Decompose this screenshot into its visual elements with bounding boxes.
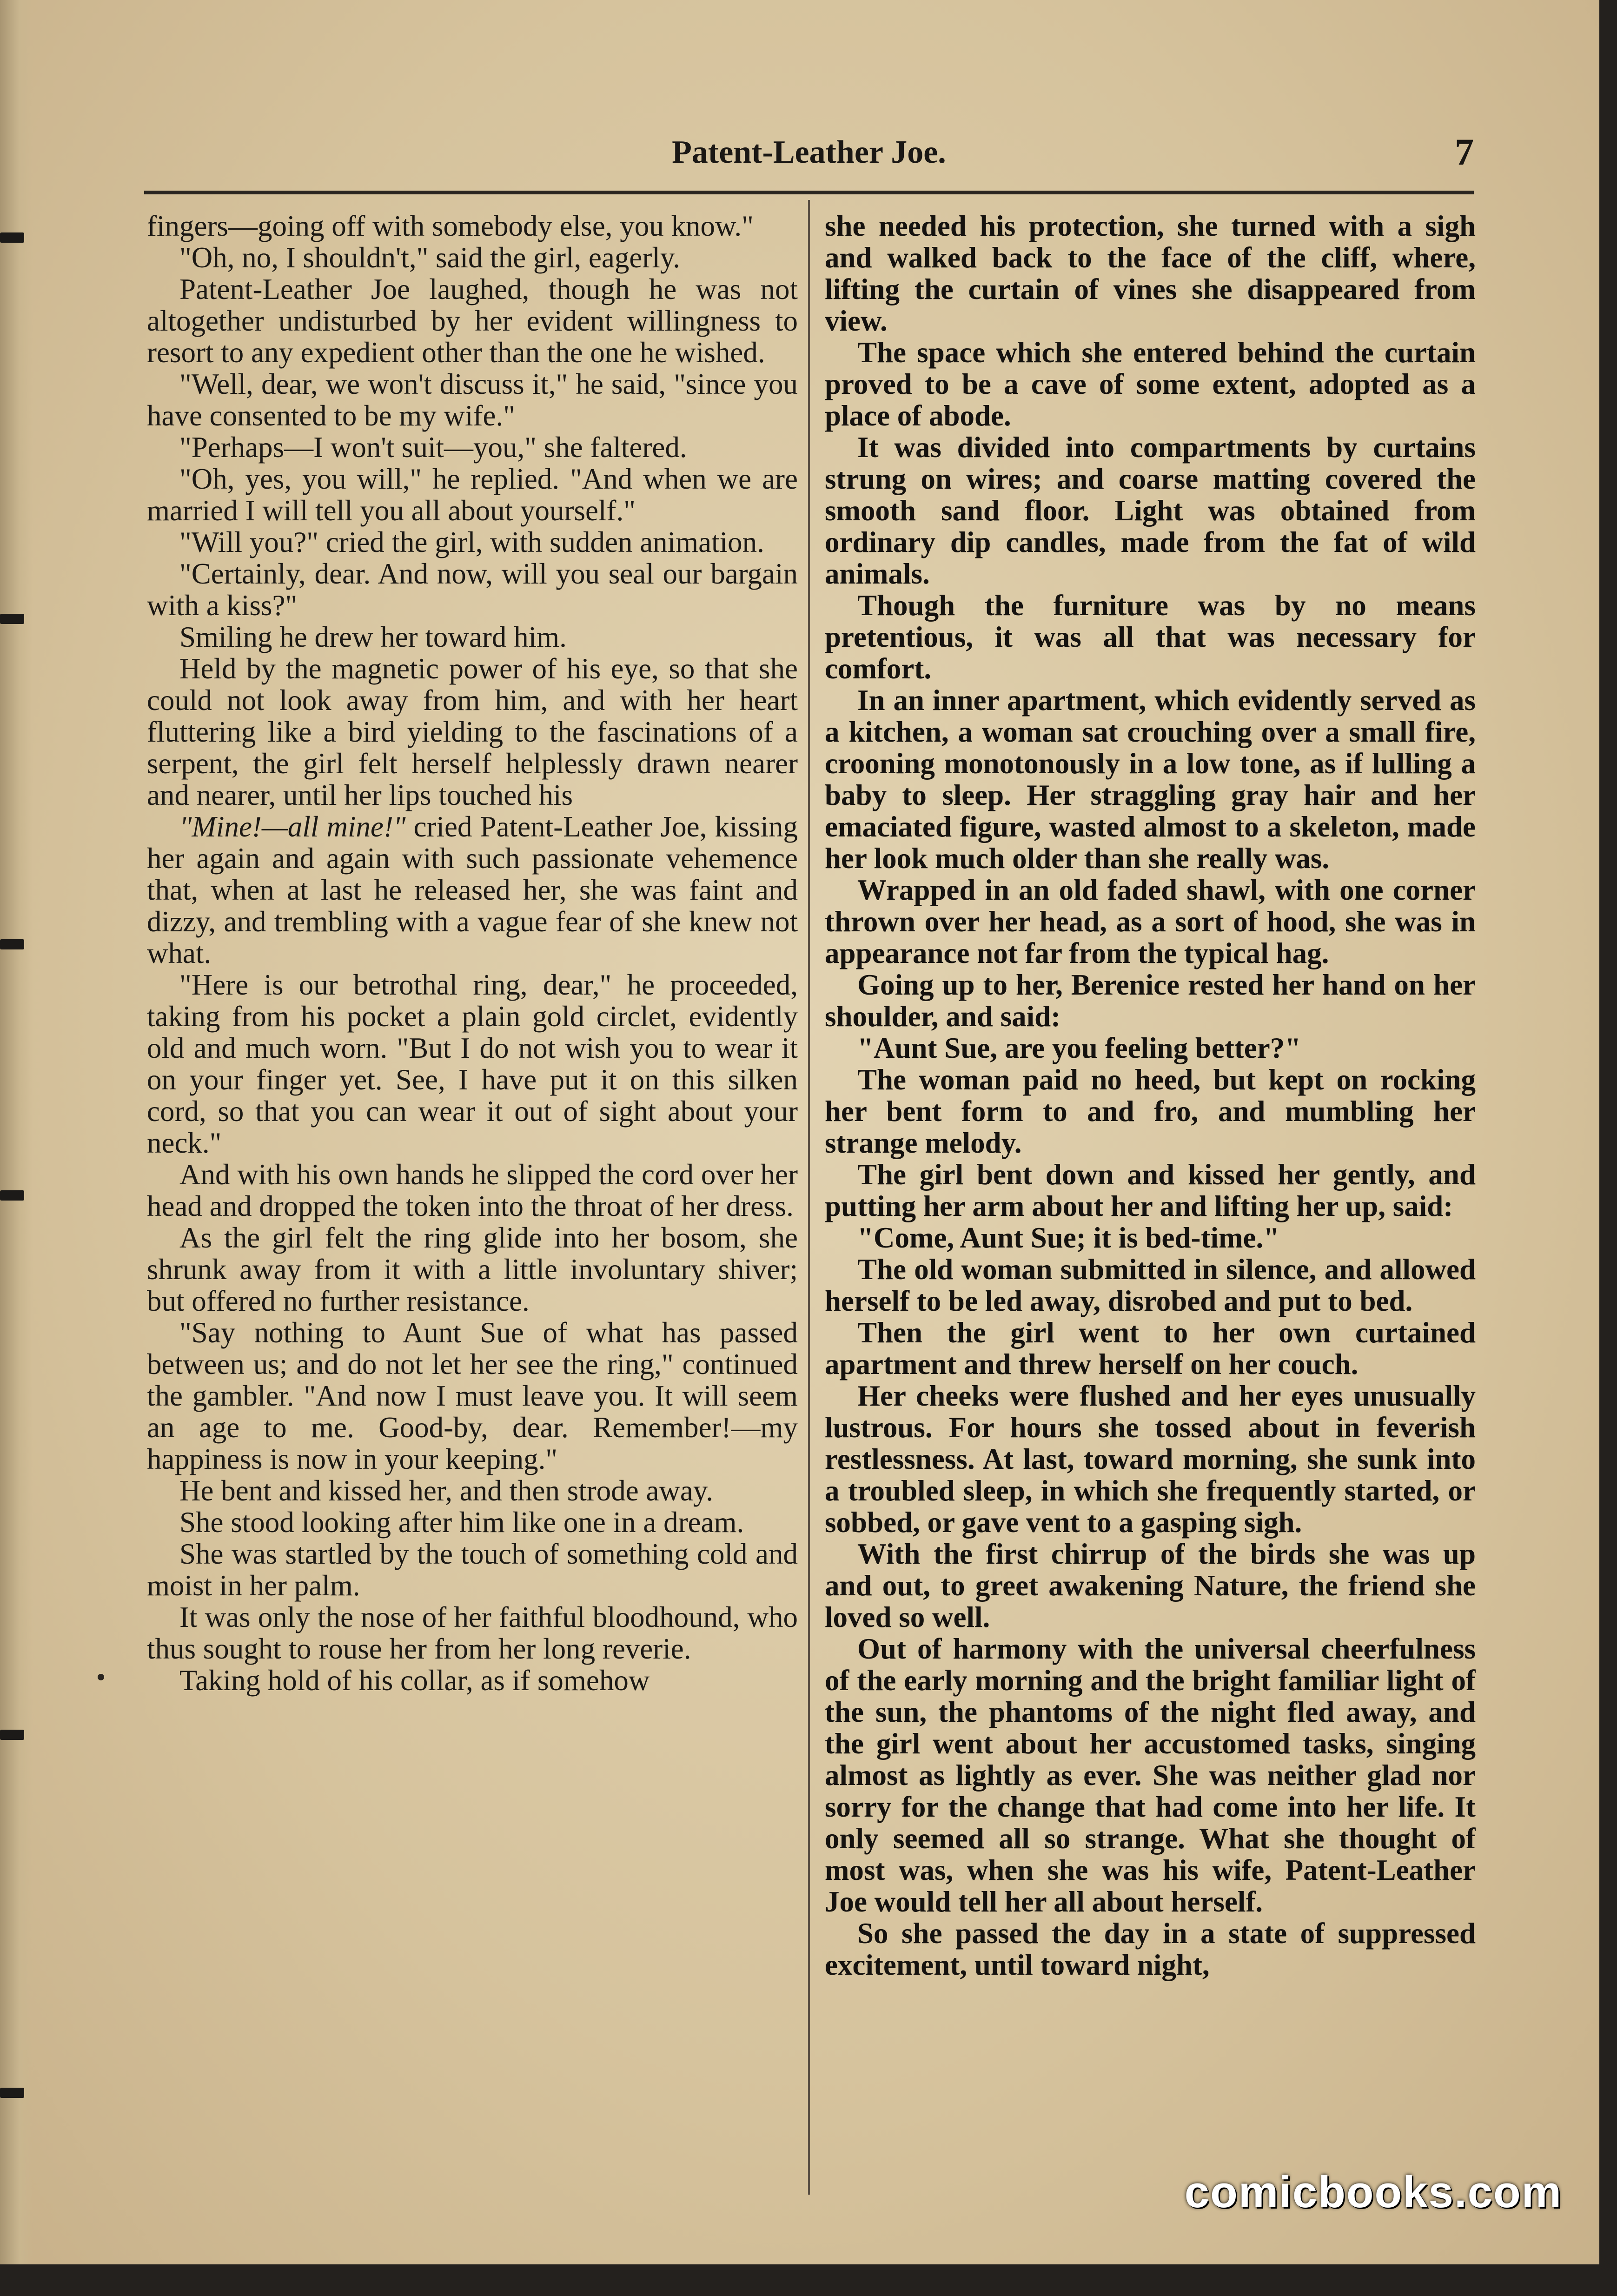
paragraph [147,1665,798,1696]
paragraph [147,431,798,463]
paragraph-text: "Aunt Sue, are you feeling better?" [857,1032,1301,1064]
binding-staple [0,232,24,243]
paragraph-text: Smiling he drew her toward him. [179,621,567,653]
paragraph-text: fingers—going off with somebody else, you know." [147,210,754,242]
paragraph [825,1222,1476,1254]
ink-speck [98,1674,104,1680]
paragraph [147,558,798,621]
paragraph-text: "Oh, yes, you will," he replied. "And when we are married I will tell you all about yourself." [147,463,798,527]
paragraph-text: The woman paid no heed, but kept on rocking her bent form to and fro, and mumbling her strange melody. [825,1063,1476,1159]
paragraph [147,210,798,242]
paragraph-text: "Say nothing to Aunt Sue of what has passed between us; and do not let her see the ring," continued the gambler. "And now I must leave you. It will seem an age to me. Good-by, dear. Remember!—my happiness is now in your keeping." [147,1316,798,1475]
paragraph-text: With the first chirrup of the birds she was up and out, to greet awakening Nature, the friend she loved so well. [825,1538,1476,1633]
page-header [144,130,1474,186]
paragraph-text: "Certainly, dear. And now, will you seal our bargain with a kiss?" [147,557,798,622]
paragraph-text: As the girl felt the ring glide into her bosom, she shrunk away from it with a little involuntary shiver; but offered no further resistance. [147,1221,798,1317]
paragraph [147,1159,798,1222]
paragraph-text: It was only the nose of her faithful bloodhound, who thus sought to rouse her from her long reverie. [147,1601,798,1665]
paragraph [825,1254,1476,1317]
paragraph [825,1159,1476,1222]
paragraph [825,1064,1476,1159]
binding-edge [0,0,33,2264]
paragraph-text: In an inner apartment, which evidently served as a kitchen, a woman sat crouching over a small fire, crooning monotonously in a low tone, as if lulling a baby to sleep. Her straggling gray hair and her emaciated figure, wasted almost to a skeleton, made her look much older than she really was. [825,684,1476,875]
paragraph-text: And with his own hands he slipped the cord over her head and dropped the token into the throat of her dress. [147,1158,798,1222]
paragraph-text: Patent-Leather Joe laughed, though he was not altogether undisturbed by her evident willingness to resort to any expedient other than the one he wished. [147,273,798,369]
paragraph [147,463,798,526]
paragraph [825,1633,1476,1918]
paragraph [147,653,798,811]
paragraph [147,526,798,558]
paragraph [147,811,798,969]
paragraph-text: The old woman submitted in silence, and allowed herself to be led away, disrobed and put to bed. [825,1253,1476,1317]
paragraph-text: "Will you?" cried the girl, with sudden animation. [179,526,764,558]
paragraph [147,969,798,1159]
paragraph-text: "Come, Aunt Sue; it is bed-time." [857,1221,1280,1254]
binding-staple [0,1730,24,1740]
paragraph [147,368,798,431]
paragraph [147,621,798,653]
paragraph [147,1317,798,1475]
paragraph-text: she needed his protection, she turned with a sigh and walked back to the face of the cliff, where, lifting the curtain of vines she disappeared from view. [825,210,1476,337]
paragraph [825,210,1476,337]
text-column-right [825,210,1476,2205]
binding-staple [0,1190,24,1201]
paragraph-text: It was divided into compartments by curtains strung on wires; and coarse matting covered the smooth sand floor. Light was obtained from ordinary dip candles, made from the fat of wild animals. [825,431,1476,590]
paragraph [147,1222,798,1317]
paragraph-text: Wrapped in an old faded shawl, with one corner thrown over her head, as a sort of hood, she was in appearance not far from the typical hag. [825,874,1476,969]
paragraph [147,242,798,273]
paragraph [825,684,1476,874]
paragraph-text: cried Patent-Leather Joe, kissing her again and again with such passionate vehemence that, when at last he released her, she was faint and dizzy, and trembling with a vague fear of she knew not what. [147,810,798,969]
paragraph [825,969,1476,1032]
page-number: 7 [1455,131,1474,173]
paragraph-text: He bent and kissed her, and then strode away. [179,1474,714,1507]
paragraph [147,273,798,368]
paragraph-text: Going up to her, Berenice rested her hand on her shoulder, and said: [825,969,1476,1033]
paragraph [825,337,1476,431]
text-column-left [147,210,798,2205]
running-title: Patent-Leather Joe. [672,134,946,170]
paragraph-text: Out of harmony with the universal cheerfulness of the early morning and the bright familiar light of the sun, the phantoms of the night fled away, and the girl went about her accustomed tasks, singing almost as lightly as ever. She was neither glad nor sorry for the change that had come into her life. It only seemed all so strange. What she thought of most was, when she was his wife, Patent-Leather Joe would tell her all about herself. [825,1632,1476,1918]
emphasized-text: "Mine!—all mine!" [179,810,406,843]
binding-staple [0,2088,24,2098]
paragraph [147,1475,798,1506]
paragraph [825,1538,1476,1633]
binding-staple [0,614,24,624]
paragraph [147,1538,798,1601]
paragraph [825,874,1476,969]
paragraph [825,1317,1476,1380]
paragraph-text: "Well, dear, we won't discuss it," he said, "since you have consented to be my wife." [147,368,798,432]
paragraph-text: She was startled by the touch of something cold and moist in her palm. [147,1538,798,1602]
paragraph-text: Held by the magnetic power of his eye, so that she could not look away from him, and with her heart fluttering like a bird yielding to the fascinations of a serpent, the girl felt herself helplessly drawn nearer and nearer, until her lips touched his [147,652,798,811]
paragraph [147,1506,798,1538]
site-watermark: comicbooks.com [1184,2167,1562,2217]
column-divider [808,200,810,2195]
paragraph [825,590,1476,684]
paragraph-text: "Here is our betrothal ring, dear," he proceeded, taking from his pocket a plain gold circlet, evidently old and much worn. "But I do not wish you to wear it on your finger yet. See, I have put it on this silken cord, so that you can wear it out of sight about your neck." [147,969,798,1159]
paragraph-text: Though the furniture was by no means pretentious, it was all that was necessary for comfort. [825,589,1476,685]
paragraph-text: "Oh, no, I shouldn't," said the girl, eagerly. [179,241,680,274]
paragraph [825,431,1476,590]
paragraph [825,1380,1476,1538]
paragraph-text: Then the girl went to her own curtained apartment and threw herself on her couch. [825,1316,1476,1380]
paragraph-text: Taking hold of his collar, as if somehow [179,1664,650,1697]
paragraph-text: So she passed the day in a state of suppressed excitement, until toward night, [825,1917,1476,1981]
paragraph-text: She stood looking after him like one in a dream. [179,1506,744,1539]
paragraph [825,1918,1476,1981]
paragraph-text: The girl bent down and kissed her gently, and putting her arm about her and lifting her up, said: [825,1158,1476,1222]
paragraph [825,1032,1476,1064]
paragraph-text: The space which she entered behind the curtain proved to be a cave of some extent, adopted as a place of abode. [825,336,1476,432]
paragraph-text: Her cheeks were flushed and her eyes unusually lustrous. For hours she tossed about in feverish restlessness. At last, toward morning, she sunk into a troubled sleep, in which she frequently started, or sobbed, or gave vent to a gasping sigh. [825,1380,1476,1539]
paragraph [147,1601,798,1665]
binding-staple [0,939,24,949]
paragraph-text: "Perhaps—I won't suit—you," she faltered. [179,431,687,464]
header-rule [144,191,1474,194]
